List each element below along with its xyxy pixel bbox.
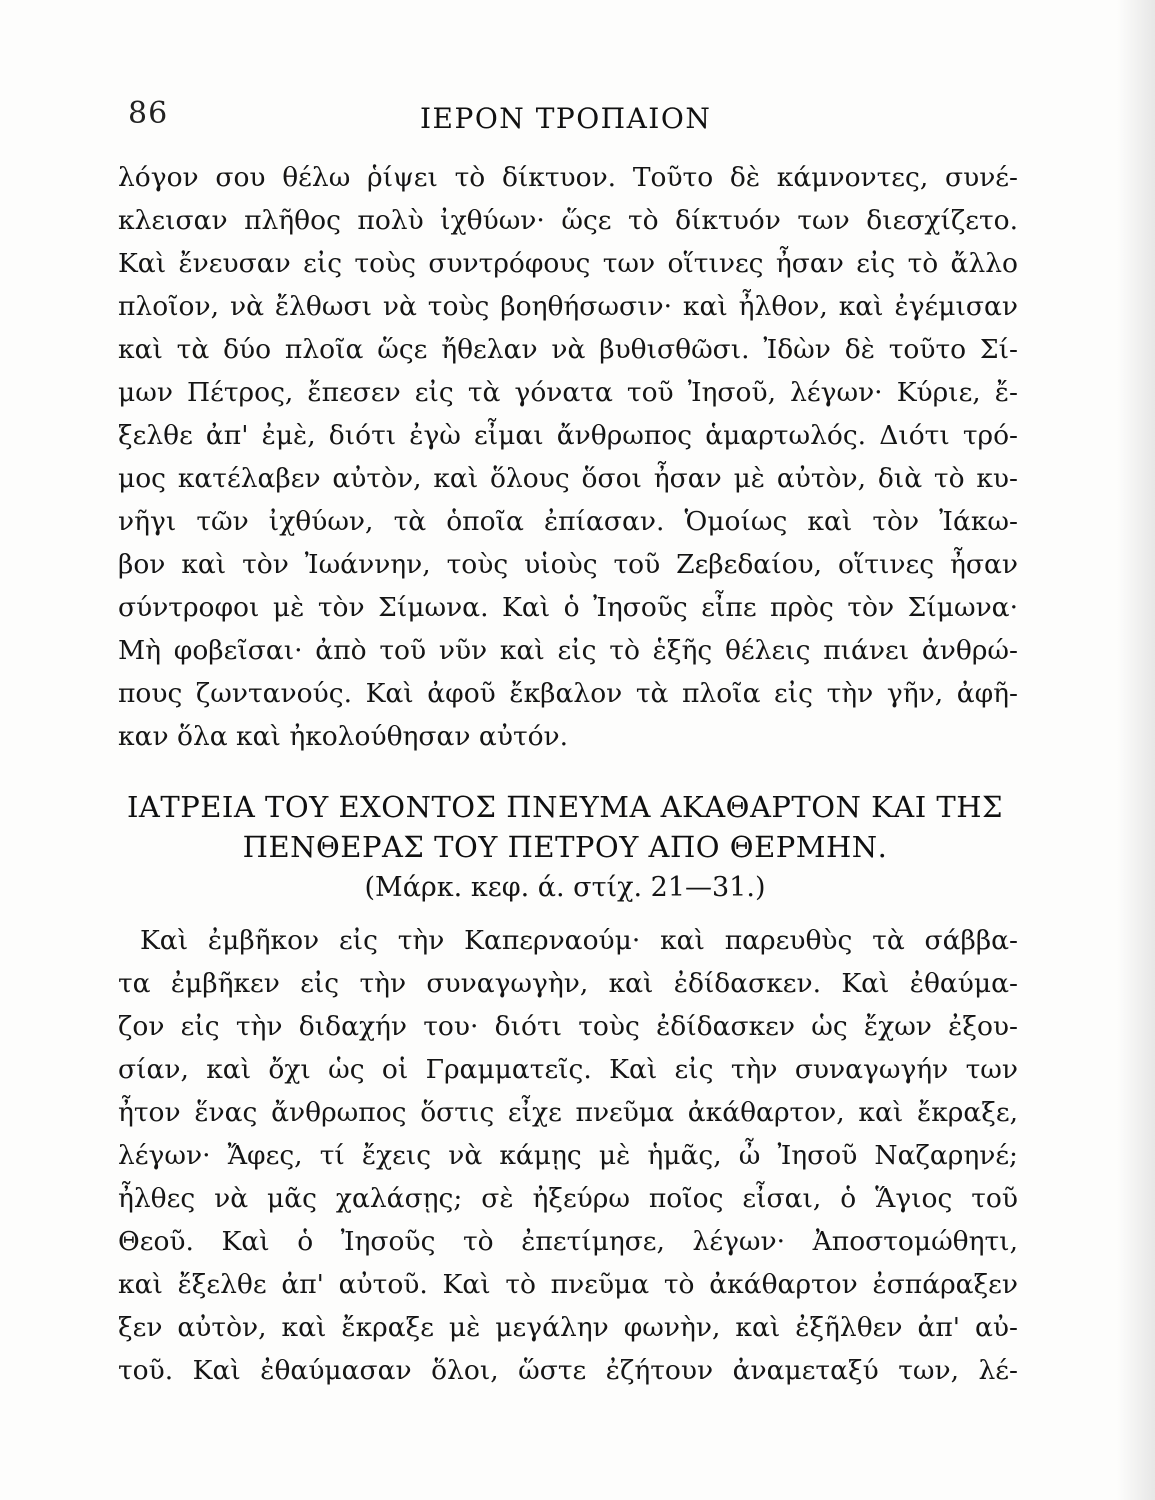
text-line: Καὶ ἔνευσαν εἰς τοὺς συντρόφους των οἵτινες ἦσαν εἰς τὸ ἄλλο — [118, 248, 1018, 279]
text-line: ἦλθες νὰ μᾶς χαλάσῃς; σὲ ἠξεύρω ποῖος εἶσαι, ὁ Ἅγιος τοῦ — [118, 1183, 1018, 1214]
text-line: κλεισαν πλῆθος πολὺ ἰχθύων· ὥςε τὸ δίκτυόν των διεσχίζετο. — [118, 205, 1018, 236]
text-line: σύντροφοι μὲ τὸν Σίμωνα. Καὶ ὁ Ἰησοῦς εἶπε πρὸς τὸν Σίμωνα· — [118, 592, 1018, 623]
text-line: ζον εἰς τὴν διδαχήν του· διότι τοὺς ἐδίδασκεν ὡς ἔχων ἐξου- — [118, 1011, 1018, 1042]
text-line: τα ἐμβῆκεν εἰς τὴν συναγωγὴν, καὶ ἐδίδασκεν. Καὶ ἐθαύμα- — [118, 968, 1018, 999]
text-line: Μὴ φοβεῖσαι· ἀπὸ τοῦ νῦν καὶ εἰς τὸ ἑξῆς θέλεις πιάνει ἀνθρώ- — [118, 635, 1018, 666]
section-heading-line-1: ΙΑΤΡΕΙΑ ΤΟΥ ΕΧΟΝΤΟΣ ΠΝΕΥΜΑ ΑΚΑΘΑΡΤΟΝ ΚΑΙ ΤΗΣ — [126, 790, 1004, 824]
scripture-reference: (Μάρκ. κεφ. ά. στίχ. 21—31.) — [364, 872, 766, 903]
text-line: Θεοῦ. Καὶ ὁ Ἰησοῦς τὸ ἐπετίμησε, λέγων· Ἀποστομώθητι, — [118, 1226, 1018, 1257]
text-line: καὶ τὰ δύο πλοῖα ὥςε ἤθελαν νὰ βυθισθῶσι. Ἰδὼν δὲ τοῦτο Σί- — [118, 334, 1018, 365]
text-line: μος κατέλαβεν αὐτὸν, καὶ ὅλους ὅσοι ἦσαν μὲ αὐτὸν, διὰ τὸ κυ- — [118, 463, 1018, 494]
page-number: 86 — [128, 96, 169, 131]
text-line-first: Καὶ ἐμβῆκον εἰς τὴν Καπερναούμ· καὶ παρευθὺς τὰ σάββα- — [140, 925, 1018, 956]
text-line-last: καν ὅλα καὶ ἠκολούθησαν αὐτόν. — [118, 721, 569, 752]
text-line: τοῦ. Καὶ ἐθαύμασαν ὅλοι, ὥστε ἐζήτουν ἀναμεταξύ των, λέ- — [118, 1355, 1018, 1386]
text-line: πους ζωντανούς. Καὶ ἀφοῦ ἔκβαλον τὰ πλοῖα εἰς τὴν γῆν, ἀφῆ- — [118, 678, 1018, 709]
text-line: ξελθε ἀπ' ἐμὲ, διότι ἐγὼ εἶμαι ἄνθρωπος ἁμαρτωλός. Διότι τρό- — [118, 420, 1018, 451]
text-line: νῆγι τῶν ἰχθύων, τὰ ὁποῖα ἐπίασαν. Ὁμοίως καὶ τὸν Ἰάκω- — [118, 506, 1018, 537]
page-edge-shadow — [1117, 0, 1155, 1500]
text-line: ἦτον ἕνας ἄνθρωπος ὅστις εἶχε πνεῦμα ἀκάθαρτον, καὶ ἔκραξε, — [118, 1097, 1018, 1128]
running-title: ΙΕΡΟΝ ΤΡΟΠΑΙΟΝ — [420, 102, 712, 135]
text-line: λόγον σου θέλω ῥίψει τὸ δίκτυον. Τοῦτο δὲ κάμνοντες, συνέ- — [118, 162, 1018, 193]
text-line: βον καὶ τὸν Ἰωάννην, τοὺς υἱοὺς τοῦ Ζεβεδαίου, οἵτινες ἦσαν — [118, 549, 1018, 580]
text-line: λέγων· Ἄφες, τί ἔχεις νὰ κάμῃς μὲ ἡμᾶς, ὦ Ἰησοῦ Ναζαρηνέ; — [118, 1140, 1018, 1171]
text-line: ξεν αὐτὸν, καὶ ἔκραξε μὲ μεγάλην φωνὴν, καὶ ἐξῆλθεν ἀπ' αὐ- — [118, 1312, 1018, 1343]
text-line: σίαν, καὶ ὄχι ὡς οἱ Γραμματεῖς. Καὶ εἰς τὴν συναγωγήν των — [118, 1054, 1018, 1085]
section-heading-line-2: ΠΕΝΘΕΡΑΣ ΤΟΥ ΠΕΤΡΟΥ ΑΠΟ ΘΕΡΜΗΝ. — [242, 830, 888, 864]
page-header — [120, 96, 1020, 146]
text-line: μων Πέτρος, ἔπεσεν εἰς τὰ γόνατα τοῦ Ἰησοῦ, λέγων· Κύριε, ἔ- — [118, 377, 1018, 408]
text-line: καὶ ἔξελθε ἀπ' αὐτοῦ. Καὶ τὸ πνεῦμα τὸ ἀκάθαρτον ἐσπάραξεν — [118, 1269, 1018, 1300]
text-line: πλοῖον, νὰ ἔλθωσι νὰ τοὺς βοηθήσωσιν· καὶ ἦλθον, καὶ ἐγέμισαν — [118, 291, 1018, 322]
